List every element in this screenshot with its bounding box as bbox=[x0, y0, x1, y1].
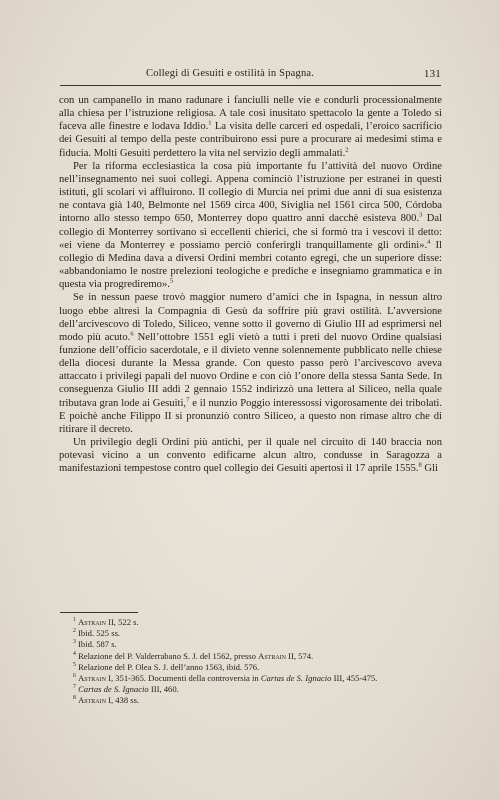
footnote: $^5$ Relazione del P. Olea S. J. dell’anno 1563, ibid. 576. bbox=[73, 661, 260, 672]
footnote-ref: 2 bbox=[345, 146, 349, 154]
page-number: 131 bbox=[423, 68, 441, 80]
footnote: $^6$ Astrain I, 351-365. Documenti della controversia in Cartas de S. Ignacio III, 455-475. bbox=[73, 673, 378, 684]
footnote-ref: 8 bbox=[418, 461, 422, 469]
footnote-ref: 4 bbox=[427, 238, 431, 246]
footnote: $^1$ Astrain II, 522 s. bbox=[73, 617, 139, 627]
footnote-ref: 1 bbox=[208, 119, 212, 127]
footnote-rule bbox=[60, 612, 138, 613]
header-rule bbox=[60, 85, 441, 86]
footnote-ref: 6 bbox=[130, 330, 134, 338]
footnote: $^4$ Relazione del P. Valderrabano S. J. del 1562, presso Astrain II, 574. bbox=[73, 650, 314, 661]
footnotes bbox=[59, 617, 442, 707]
paragraph-1: con un campanello in mano radunare i fanciulli nelle vie e condurli processionalmente alla chiesa per l’istruzione religiosa. A tale così inusitato spettacolo la gente a Toledo si faceva alle finestre e lodava Iddio.$^1$ La visita delle carceri ed ospedali, l’eroico sacrificio dei Gesuiti al tempo della peste contribuirono essi pure a procurare ai medesimi stima e fiducia. Molti Gesuiti perdettero la vita nel servizio degli ammalati.$^2$ bbox=[59, 95, 442, 159]
footnote: $^8$ Astrain I, 438 ss. bbox=[73, 695, 140, 706]
main-text bbox=[59, 94, 442, 476]
footnote-ref: 5 bbox=[169, 277, 174, 285]
footnote-ref: 3 bbox=[419, 211, 423, 219]
running-title: Collegi di Gesuiti e ostilità in Spagna. bbox=[146, 68, 315, 79]
footnote: $^7$ Cartas de S. Ignacio III, 460. bbox=[73, 684, 179, 695]
paragraph-3: Se in nessun paese trovò maggior numero d’amici che in Ispagna, in nessun altro luogo ebbe altresì la Compagnia di Gesù da soffrire più gravi ostilità. L’avversione dell’arcivescovo di Toledo, Siliceo, venne sotto il governo di Giulio III ad esprimersi nel modo più acuto.$^6$ Nell’ottobre 1551 egli vietò a tutti i preti del nuovo Ordine qualsiasi funzione dell’officio sacerdotale, e il divieto venne solennemente pubblicato nelle chiese della diocesi durante la Messa grande. Con questo passo però l’arcivescovo aveva attaccato i privilegi papali del nuovo Ordine e con ciò l’onore della stessa Santa Sede. In conseguenza Giulio III addì 2 gennaio 1552 indirizzò una lettera al Siliceo, nella quale tributava gran lode ai Gesuiti,$^7$ e il nunzio Poggio interessossi vigorosamente dei tribolati. E poichè anche Filippo II si pronunziò contro Siliceo, a questo non rimase altro che di ritirare il decreto. bbox=[59, 292, 443, 435]
footnote: $^2$ Ibid. 525 ss. bbox=[73, 628, 121, 639]
paragraph-2: Per la riforma ecclesiastica la cosa più importante fu l’attività del nuovo Ordine nell’insegnamento nei suoi collegi. Appena cominciò l’istruzione per estranei in questi istituti, gli scolari vi affluirono. Il collegio di Murcia nei primi due anni di sua esistenza ne contava già 140, Belmonte nel 1569 circa 400, Siviglia nel 1561 circa 500, Córdoba intorno allo stesso tempo 650, Monterrey dopo quattro anni dacchè esisteva 800.$^3$ Dal collegio di Monterrey sortivano sì eccellenti chierici, che si formò tra i vescovi il detto: «ei viene da Monterrey e possiamo perciò conferirgli tranquillamente gli ordini».$^4$ Il collegio di Medina dava a diversi Ordini membri cotanto egregi, che un superiore disse: «abbandoniamo le nostre prelezioni teologiche e prediche e insegniamo grammatica e in questa via progrediremo».$^5$ bbox=[59, 160, 443, 291]
paragraph-4: Un privilegio degli Ordini più antichi, per il quale nel circuito di 140 braccia non potevasi vicino a un convento edificarne alcun altro, condusse in Saragozza a manifestazioni tempestose contro quel collegio dei Gesuiti apertosi il 17 aprile 1555.$^8$ Gli bbox=[59, 437, 442, 475]
footnote: $^3$ Ibid. 587 s. bbox=[73, 639, 117, 650]
footnote-ref: 7 bbox=[186, 396, 190, 404]
